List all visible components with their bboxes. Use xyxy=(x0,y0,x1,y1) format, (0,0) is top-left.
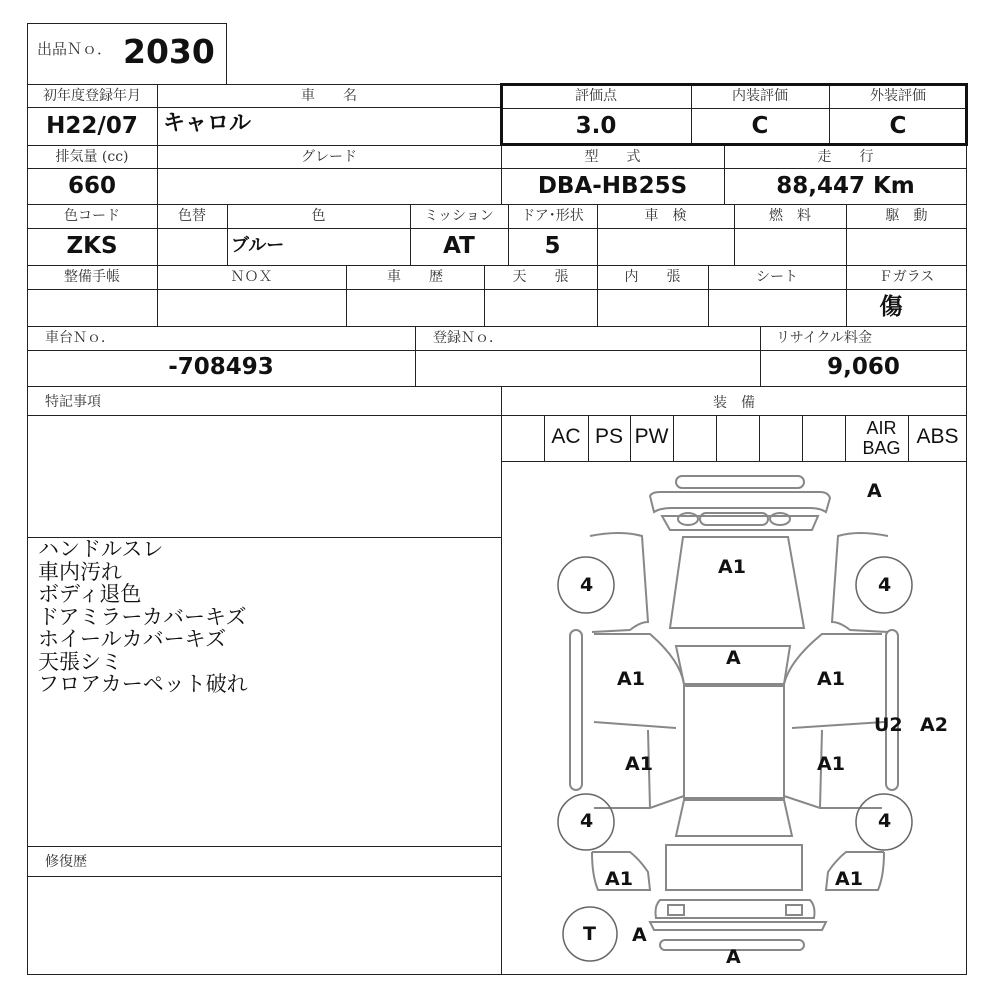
mission-label: ミッション xyxy=(424,208,494,224)
seat-label: シート xyxy=(756,269,798,285)
grid-line xyxy=(27,876,501,877)
displacement-label: 排気量 (cc) xyxy=(55,149,129,165)
score-label: 評価点 xyxy=(575,88,617,104)
damage-right-side-u2: U2 xyxy=(874,714,903,736)
history-label: 車 歴 xyxy=(387,269,443,285)
model-code-value: DBA-HB25S xyxy=(537,173,688,199)
mileage-label: 走 行 xyxy=(817,149,874,165)
grid-line xyxy=(673,415,674,461)
grid-line xyxy=(27,386,967,387)
grid-line xyxy=(27,415,967,416)
chassis-label: 車台Ｎｏ． xyxy=(45,330,115,346)
grid-line xyxy=(716,415,717,461)
equipment-pw: PW xyxy=(634,425,669,448)
damage-windshield: A xyxy=(726,647,741,669)
recycle-fee-value: 9,060 xyxy=(827,354,900,380)
damage-front-left-tire: 4 xyxy=(580,574,594,596)
first-reg-label: 初年度登録年月 xyxy=(43,88,141,104)
damage-right-rear-quarter: A1 xyxy=(835,868,863,890)
damage-rear-left-tire: 4 xyxy=(580,810,594,832)
grid-line xyxy=(802,415,803,461)
mission-value: AT xyxy=(443,233,475,259)
repair-history-label: 修復歴 xyxy=(45,854,87,870)
grid-line xyxy=(759,415,760,461)
exterior-grade-label: 外装評価 xyxy=(870,88,926,104)
grade-label: グレード xyxy=(301,149,357,165)
displacement-value: 660 xyxy=(67,173,116,199)
notes-list xyxy=(38,538,248,696)
damage-hood: A1 xyxy=(718,556,746,578)
damage-left-front-door: A1 xyxy=(617,668,645,690)
doors-label: ドア･形状 xyxy=(521,208,584,224)
drive-label: 駆 動 xyxy=(885,208,928,224)
color-label: 色 xyxy=(311,208,326,224)
damage-right-rear-door: A1 xyxy=(817,753,845,775)
interior-grade-value: C xyxy=(751,113,769,139)
note-item: 天張シミ xyxy=(38,649,122,674)
equipment-abs: ABS xyxy=(916,425,959,448)
interior-grade-label: 内装評価 xyxy=(732,88,788,104)
damage-front-right-tire: 4 xyxy=(878,574,892,596)
damage-spare-tire: T xyxy=(583,923,596,945)
f-glass-label: Ｆガラス xyxy=(878,269,935,285)
interior-trim-label: 内 張 xyxy=(624,269,681,285)
damage-left-rear-door: A1 xyxy=(625,753,653,775)
f-glass-value: 傷 xyxy=(879,294,903,320)
chassis-value: -708493 xyxy=(168,354,274,380)
damage-front-bumper: A xyxy=(867,480,882,502)
model-code-label: 型 式 xyxy=(584,149,641,165)
color-change-label: 色替 xyxy=(178,208,206,224)
first-reg-value: H22/07 xyxy=(46,113,138,139)
grid-line xyxy=(27,289,967,290)
score-value: 3.0 xyxy=(575,113,617,139)
registration-label: 登録Ｎｏ． xyxy=(433,330,503,346)
equipment-airbag: AIR BAG xyxy=(862,418,901,458)
equipment-ps: PS xyxy=(594,425,623,448)
note-item: ボディ退色 xyxy=(38,582,142,606)
service-book-label: 整備手帳 xyxy=(64,269,120,285)
nox-label: ＮＯＸ xyxy=(230,269,273,285)
note-item: ハンドルスレ xyxy=(38,537,164,561)
doors-value: 5 xyxy=(544,233,561,259)
grid-line xyxy=(845,415,846,461)
color-code-value: ZKS xyxy=(66,233,118,259)
note-item: ホイールカバーキズ xyxy=(38,627,227,651)
color-code-label: 色コード xyxy=(64,208,120,224)
car-name-value: キャロル xyxy=(163,111,252,136)
damage-rear-right-tire: 4 xyxy=(878,810,892,832)
recycle-fee-label: リサイクル料金 xyxy=(776,330,873,346)
damage-right-side-a2: A2 xyxy=(920,714,948,736)
damage-rear-area: A xyxy=(632,924,647,946)
exterior-grade-value: C xyxy=(889,113,907,139)
equipment-ac: AC xyxy=(551,425,581,448)
note-item: ドアミラーカバーキズ xyxy=(38,604,247,629)
notes-label: 特記事項 xyxy=(45,394,101,410)
equipment-label: 装 備 xyxy=(713,395,755,411)
grid-line xyxy=(27,846,501,847)
car-name-label: 車 名 xyxy=(301,88,357,104)
note-item: フロアカーペット破れ xyxy=(38,672,248,696)
mileage-value: 88,447 Km xyxy=(776,173,915,199)
ceiling-label: 天 張 xyxy=(512,269,569,285)
damage-right-front-door: A1 xyxy=(817,668,845,690)
lot-number-label: 出品Ｎｏ． xyxy=(37,40,113,58)
color-value: ブルー xyxy=(231,235,285,256)
fuel-label: 燃 料 xyxy=(769,208,811,224)
damage-left-rear-quarter: A1 xyxy=(605,868,633,890)
lot-number-value: 2030 xyxy=(123,32,215,71)
inspection-label: 車 検 xyxy=(644,208,687,224)
damage-rear-bumper: A xyxy=(726,946,741,968)
grid-line xyxy=(415,326,416,386)
note-item: 車内汚れ xyxy=(38,559,122,584)
